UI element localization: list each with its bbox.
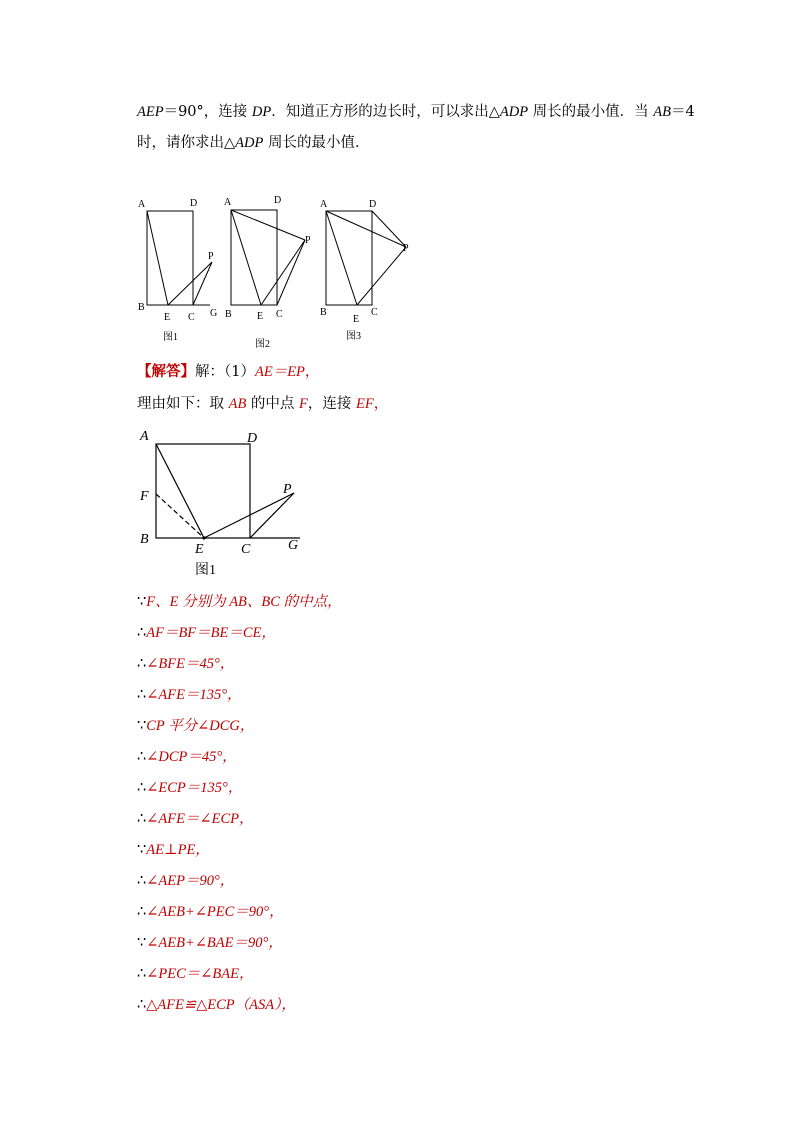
- large-label-p: P: [283, 482, 292, 497]
- fig3-label-d: D: [369, 199, 377, 210]
- proof-step: [137, 623, 276, 643]
- fig2-label-e: E: [257, 311, 264, 322]
- proof-step-text: ∠DCP＝45°，: [146, 749, 237, 765]
- proof-step-symbol: ∴: [137, 904, 147, 920]
- proof-step-symbol: ∴: [137, 625, 147, 641]
- answer-heading: 【解答】解：（1）AE＝EP，: [137, 363, 320, 380]
- fig2-caption: 图2: [255, 339, 270, 348]
- proof-step-text: ∠PEC＝∠BAE，: [146, 966, 254, 982]
- fig3-caption: 图3: [346, 331, 361, 342]
- proof-step-symbol: ∴: [137, 749, 147, 765]
- answer-reason: 理由如下：取 AB 的中点 F，连接 EF，: [137, 396, 389, 412]
- proof-step-symbol: ∵: [137, 842, 147, 858]
- proof-step-text: ∠AEB+∠PEC＝90°，: [146, 904, 284, 920]
- fig2-label-c: C: [276, 309, 283, 320]
- proof-step-text: ∠AEB+∠BAE＝90°，: [146, 935, 283, 951]
- fig2-label-p: P: [305, 235, 311, 246]
- fig1-square: [147, 211, 193, 305]
- large-label-c: C: [241, 542, 251, 557]
- proof-step-text: CP 平分∠DCG，: [146, 718, 255, 734]
- proof-step: [137, 778, 242, 798]
- proof-step: [137, 902, 284, 922]
- proof-step: [137, 809, 254, 829]
- fig2-label-a: A: [224, 197, 232, 208]
- proof-step-text: ∠AFE＝135°，: [146, 687, 242, 703]
- large-label-a: A: [140, 429, 149, 444]
- proof-step-text: AE⊥PE，: [146, 842, 210, 858]
- proof-step-symbol: ∵: [137, 718, 147, 734]
- proof-step-symbol: ∴: [137, 997, 147, 1013]
- proof-step-text: AF＝BF＝BE＝CE，: [146, 625, 276, 641]
- proof-step: [137, 654, 234, 674]
- proof-step: [137, 871, 234, 891]
- fig3-label-e: E: [353, 314, 360, 325]
- fig1-label-d: D: [190, 198, 198, 209]
- large-label-b: B: [140, 532, 149, 547]
- proof-step-symbol: ∴: [137, 687, 147, 703]
- fig1-label-p: P: [208, 251, 214, 262]
- proof-step-symbol: ∴: [137, 811, 147, 827]
- proof-step-symbol: ∴: [137, 966, 147, 982]
- fig2-label-b: B: [225, 309, 232, 320]
- proof-step: [137, 747, 237, 767]
- proof-step-text: ∠AFE＝∠ECP，: [146, 811, 254, 827]
- fig1-caption: 图1: [163, 332, 178, 343]
- proof-step: [137, 840, 210, 860]
- fig1-label-g: G: [210, 308, 218, 319]
- figure-group-small: [130, 188, 420, 348]
- problem-line-1: AEP＝90°，连接 DP．知道正方形的边长时，可以求出△ADP 周长的最小值．当 AB＝4: [137, 104, 695, 120]
- fig3-label-b: B: [320, 307, 327, 318]
- proof-step-text: ∠AEP＝90°，: [146, 873, 235, 889]
- proof-step-text: ∠BFE＝45°，: [146, 656, 235, 672]
- proof-step: [137, 592, 342, 612]
- fig2-label-d: D: [274, 195, 282, 206]
- proof-step-symbol: ∴: [137, 656, 147, 672]
- fig1-label-b: B: [138, 302, 145, 313]
- proof-step-symbol: ∵: [137, 594, 147, 610]
- proof-step: [137, 964, 254, 984]
- fig3-label-p: P: [403, 243, 409, 254]
- fig3-label-c: C: [371, 307, 378, 318]
- proof-step-text: F、E 分别为 AB、BC 的中点，: [146, 594, 342, 610]
- large-caption: 图1: [195, 563, 216, 578]
- proof-step-symbol: ∴: [137, 780, 147, 796]
- proof-step: [137, 933, 283, 953]
- fig1-label-e: E: [164, 312, 171, 323]
- large-label-f: F: [140, 489, 149, 504]
- large-label-d: D: [247, 431, 258, 446]
- proof-step-symbol: ∵: [137, 935, 147, 951]
- figure-large: [135, 420, 310, 585]
- fig3-square: [326, 211, 372, 305]
- large-label-g: G: [288, 538, 299, 553]
- fig1-label-c: C: [188, 312, 195, 323]
- problem-line-2: 时，请你求出△ADP 周长的最小值．: [137, 135, 370, 151]
- proof-step: [137, 995, 296, 1015]
- large-label-e: E: [195, 542, 204, 557]
- proof-step-symbol: ∴: [137, 873, 147, 889]
- proof-step: [137, 685, 242, 705]
- proof-step: [137, 716, 254, 736]
- fig3-label-a: A: [320, 199, 328, 210]
- fig1-label-a: A: [138, 199, 146, 210]
- proof-step-text: △AFE≌△ECP（ASA），: [146, 997, 296, 1013]
- proof-step-text: ∠ECP＝135°，: [146, 780, 243, 796]
